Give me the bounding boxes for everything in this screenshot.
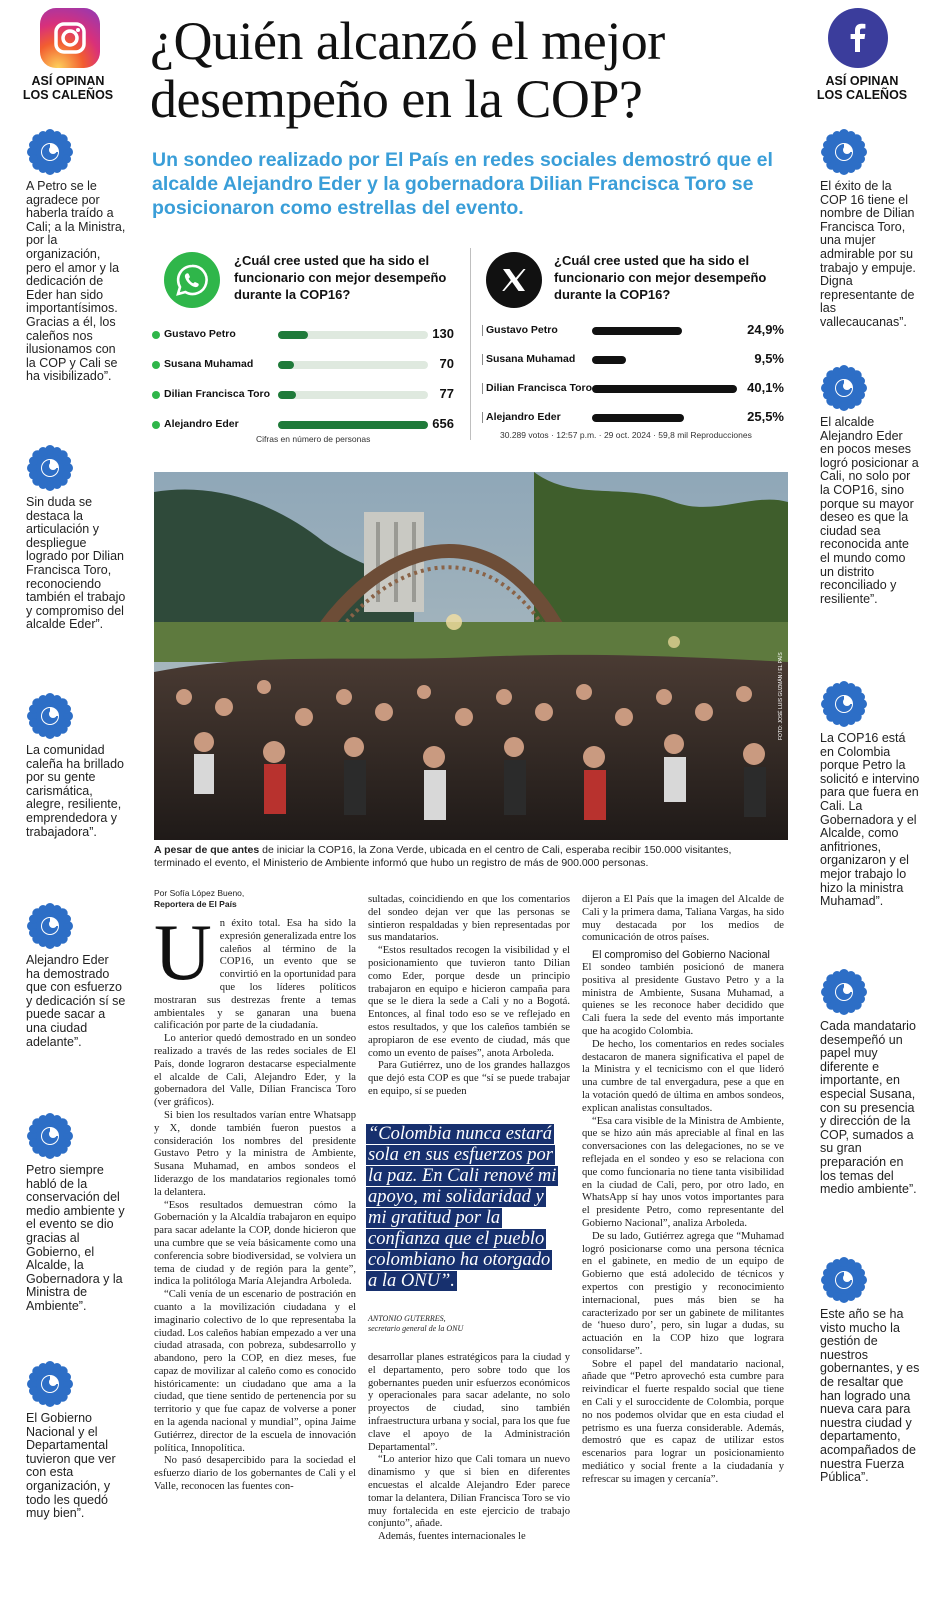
flower-icon xyxy=(26,1360,74,1408)
bar xyxy=(278,391,296,399)
page-title: ¿Quién alcanzó el mejor desempeño en la COP? xyxy=(150,11,665,129)
bar-track xyxy=(278,421,428,429)
bar-track xyxy=(592,385,737,393)
flower-icon xyxy=(26,444,74,492)
flower-icon xyxy=(26,1112,74,1160)
reader-quote: Petro siempre habló de la conservación del medio ambiente y el evento se dio gracias al Gobierno, el Alcalde, la Gobernadora y la Ministra de Ambiente”. xyxy=(26,1112,126,1314)
bar-value-label: 70 xyxy=(439,356,454,371)
poll-row xyxy=(478,322,788,340)
flower-icon xyxy=(820,128,868,176)
flower-icon xyxy=(26,692,74,740)
event-photo xyxy=(154,472,788,840)
bar-value-label: 130 xyxy=(432,326,454,341)
candidate-name: Gustavo Petro xyxy=(486,324,558,336)
article-column-1: U n éxito total. Esa ha sido la expresión generalizada entre los caleños al término de la COP16, un evento que se convirtió en la oportunidad para que los líderes políticos mostraran sus destrezas frente a temas ambientales y se ganaran una buena calificación por parte de la ciudadanía. Lo anterior quedó demostrado en un sondeo realizado a través de las redes sociales de El País, donde lograron destacarse especialmente el alcalde de Cali, Alejandro Eder, y la gobernadora del Valle, Dilian Francisca Toro (ver gráficos). Si bien los resultados varían entre Whatsapp y X, donde también fueron puestos a consideración los nombres del presidente Gustavo Petro y la ministra de Ambiente, Susana Muhamad, en ambos sondeos el liderazgo de los mandatarios regionales tomó la delantera. “Esos resultados demuestran cómo la Gobernación y la Alcaldía trabajaron en equipo para sacar adelante la COP, donde hicieron que una cumbre que se veía básicamente como una conferencia sobre biodiversidad, se volviera un tema de ciudad y de región para la gente”, indica la politóloga María Alejandra Arboleda. “Cali venía de un escenario de postración en cuanto a la movilización ciudadana y el imaginario colectivo de lo que representaba la ciudad. Los caleños habían empezado a ver una ciudad atrasada, con pobreza, subdesarrollo y abandono, pero la COP, en diez meses, fue capaz de movilizar al caleño como es conocido históricamente: un ciudadano que ama a la ciudad, que tiene sentido de pertenencia por su territorio y que fue capaz de volverse a poner en la agenda nacional y mundial”, opina Jaime Gutiérrez, director de la escuela de innovación política, Innopolítica. No pasó desapercibido para la sociedad el esfuerzo diario de los gobernantes de Cali y el Valle, reconocen las fuentes con- xyxy=(154,909,356,1493)
flower-icon xyxy=(26,902,74,950)
poll-note: Cifras en número de personas xyxy=(256,434,371,444)
poll-row xyxy=(150,386,466,404)
reader-quote: A Petro se le agradece por haberla traído a Cali; a la Ministra, por la organización, pero el amor y la dedicación de Eder han sido importantísimos. Gracias a él, los caleños nos ilusionamos con la COP y Cali se ha visibilizado”. xyxy=(26,128,126,384)
pull-quote-author: ANTONIO GUTERRES, secretario general de la ONU xyxy=(368,1314,464,1333)
poll-row xyxy=(150,356,466,374)
candidate-name: Susana Muhamad xyxy=(164,358,254,370)
right-sidebar xyxy=(812,0,932,1600)
bar-track xyxy=(592,327,737,335)
byline-author: Por Sofía López Bueno, xyxy=(154,888,245,898)
sidebar-title: ASÍ OPINAN LOS CALEÑOS xyxy=(22,74,114,102)
reader-quote: Este año se ha visto mucho la gestión de nuestros gobernantes, y es de resaltar que han logrado una nueva cara para nuestra ciudad y departamento, acompañados de nuestra Fuerza Pública”. xyxy=(820,1256,920,1485)
bar xyxy=(592,414,684,422)
poll-row xyxy=(478,351,788,369)
subheadline: Un sondeo realizado por El País en redes sociales demostró que el alcalde Alejandro Eder y la gobernadora Dilian Francisca Toro se posicionaron como estrellas del evento. xyxy=(152,149,773,219)
candidate-name: Gustavo Petro xyxy=(164,328,236,340)
reader-quote: El Gobierno Nacional y el Departamental tuvieron que ver con esta organización, y todo les quedó muy bien”. xyxy=(26,1360,126,1521)
candidate-name: Alejandro Eder xyxy=(486,411,561,423)
bar xyxy=(592,385,737,393)
bar xyxy=(278,331,308,339)
left-sidebar xyxy=(18,0,138,1600)
byline-role: Reportera de El País xyxy=(154,898,237,909)
poll-row xyxy=(150,326,466,344)
reader-quote: El éxito de la COP 16 tiene el nombre de Dilian Francisca Toro, una mujer admirable por su trabajo y empuje. Digna representante de las vallecaucanas”. xyxy=(820,128,920,330)
row-tick xyxy=(482,354,483,365)
flower-icon xyxy=(820,968,868,1016)
whatsapp-poll xyxy=(150,248,466,448)
bar-value-label: 24,9% xyxy=(747,322,784,337)
candidate-name: Dilian Francisca Toro xyxy=(486,382,592,394)
bar-track xyxy=(278,391,428,399)
x-poll xyxy=(478,248,788,448)
drop-cap: U xyxy=(154,909,212,997)
row-tick xyxy=(482,383,483,394)
poll-question: ¿Cuál cree usted que ha sido el funcionario con mejor desempeño durante la COP16? xyxy=(234,253,447,302)
reader-quote: La COP16 está en Colombia porque Petro la solicitó e intervino para que fuera en Cali. La Gobernadora y el Alcalde, como anfitriones, organizaron y el mejor trabajo lo hizo la ministra Muhamad”. xyxy=(820,680,920,909)
byline xyxy=(154,888,244,909)
flower-icon xyxy=(820,364,868,412)
facebook-icon xyxy=(828,8,888,68)
bullet-dot-icon xyxy=(152,421,160,429)
bar-value-label: 9,5% xyxy=(754,351,784,366)
bar-value-label: 77 xyxy=(439,386,454,401)
bar xyxy=(592,327,682,335)
article-column-3: dijeron a El País que la imagen del Alcalde de Cali y la primera dama, Taliana Vargas, ha sido muy destacada por los medios de comunicación de otros países. El compromiso del Gobierno Nacional El sondeo también posicionó de manera positiva al presidente Gustavo Petro y a la ministra de Ambiente, Susana Muhamad, a quienes se les reconoce haber decidido que Cali fuera la sede del evento más importante que ha acogido Colombia. De hecho, los comentarios en redes sociales destacaron de manera significativa el papel de la Ministra y el tecnicismo con el que lideró una cumbre de tal envergadura, pese a que en la votación quedó de última en ambos sondeos, explican analistas consultados. “Esa cara visible de la Ministra de Ambiente, que se hizo aún más apreciable al final en las conversaciones con las delegaciones, no se ve reflejada en el sondeo y eso se relaciona con que como funcionaria no tiene tanta visibilidad en la ciudad de Cali, pero, por otro lado, en WhatsApp sí hay unos votos importantes para el presidente Petro, como representante del Gobierno Nacional”, analiza Arboleda. De su lado, Gutiérrez agrega que “Muhamad logró posicionarse como una persona técnica en el gabinete, en medio de un equipo de Gobierno que está adolecido de técnicos y expertos con prestigio y reconocimiento internacional, pues más bien se ha caracterizado por ser un gabinete de militantes de ‘hueso duro’, pero, sin lugar a dudas, su actuación en la COP hizo que lograra consolidarse”. Sobre el papel del mandatario nacional, añade que “Petro aprovechó esta cumbre para reivindicar el fuerte respaldo social que tiene en Cali y el suroccidente de Colombia, porque no nos podemos olvidar que en esta ciudad el petrismo es una fuerza considerable. Además, demostró que es capaz de utilizar estos escenarios para lograr un posicionamiento mediático y social frente a la ciudadanía y refrescar su imagen y cercanía”. xyxy=(582,894,784,1485)
bullet-dot-icon xyxy=(152,391,160,399)
candidate-name: Dilian Francisca Toro xyxy=(164,388,270,400)
poll-row xyxy=(478,380,788,398)
reader-quote: Alejandro Eder ha demostrado que con esfuerzo y dedicación sí se puede sacar a una ciudad adelante”. xyxy=(26,902,126,1049)
reader-quote: El alcalde Alejandro Eder en pocos meses logró posicionar a Cali, no solo por la COP16, sino porque su mayor deseo es que la ciudad sea reconocida ante el mundo como un distrito reconciliado y resiliente”. xyxy=(820,364,920,606)
article-column-2: sultadas, coincidiendo en que los comentarios del sondeo dejan ver que las personas se sintieron respaldadas y bien representadas por sus mandatarios. “Estos resultados recogen la visibilidad y el posicionamiento que tuvieron tanto Dilian como Eder, porque desde un principio trabajaron en equipo e hicieron campaña para que se le diera la sede a Cali y no a Bogotá. Entonces, al final todo eso se ve reflejado en estos resultados, y que los caleños también se apropiaron de ese evento de ciudad, más que como un evento de países”, anota Arboleda. Para Gutiérrez, uno de los grandes hallazgos que dejó esta COP es que “sí se puede trabajar en equipo, sí se pueden xyxy=(368,894,570,1097)
reader-quote: Sin duda se destaca la articulación y despliegue logrado por Dilian Francisca Toro, reconociendo también el trabajo y compromiso del alcalde Eder”. xyxy=(26,444,126,632)
row-tick xyxy=(482,325,483,336)
flower-icon xyxy=(26,128,74,176)
bar-value-label: 25,5% xyxy=(747,409,784,424)
bar-value-label: 656 xyxy=(432,416,454,431)
bar-track xyxy=(278,361,428,369)
x-logo-icon xyxy=(486,252,542,308)
bar xyxy=(592,356,626,364)
pull-quote: “Colombia nunca estará sola en sus esfuerzos por la paz. En Cali renové mi apoyo, mi solidaridad y mi gratitud por la confianza que el pueblo colombiano ha otorgado a la ONU”. xyxy=(368,1124,557,1291)
sidebar-title: ASÍ OPINAN LOS CALEÑOS xyxy=(816,74,908,102)
bar xyxy=(278,421,428,429)
bar-value-label: 40,1% xyxy=(747,380,784,395)
bullet-dot-icon xyxy=(152,331,160,339)
poll-divider xyxy=(470,248,471,440)
article-column-2-continued: desarrollar planes estratégicos para la ciudad y el departamento, pero sobre todo que los gobernantes pueden unir esfuerzos económicos y operacionales para sacar adelante, no solo proyectos de ciudad, sino también infraestructura urbana y social, para los que fue clave el apoyo de la Administración Departamental”. “Lo anterior hizo que Cali tomara un nuevo dinamismo y que si bien en diferentes encuestas el alcalde Alejandro Eder parece tomar la delantera, Dilian Francisca Toro se vio muy fortalecida en este ejercicio de trabajo conjunto”, añade. Además, fuentes internacionales le xyxy=(368,1352,570,1543)
photo-caption: A pesar de que antes de iniciar la COP16, la Zona Verde, ubicada en el centro de Cali, esperaba recibir 150.000 visitantes, terminado el evento, el Ministerio de Ambiente informó que hubo un registro de más de 900.000 personas. xyxy=(154,844,732,869)
bar xyxy=(278,361,294,369)
reader-quote: Cada mandatario desempeñó un papel muy diferente e importante, en especial Susana, con su presencia y dirección de la COP, sumados a su gran preparación en los temas del medio ambiente”. xyxy=(820,968,920,1197)
bullet-dot-icon xyxy=(152,361,160,369)
section-heading: El compromiso del Gobierno Nacional xyxy=(592,949,770,962)
instagram-icon xyxy=(40,8,100,68)
candidate-name: Alejandro Eder xyxy=(164,418,239,430)
poll-row xyxy=(478,409,788,427)
flower-icon xyxy=(820,680,868,728)
bar-track xyxy=(592,356,737,364)
flower-icon xyxy=(820,1256,868,1304)
poll-row xyxy=(150,416,466,434)
bar-track xyxy=(592,414,737,422)
candidate-name: Susana Muhamad xyxy=(486,353,576,365)
photo-credit: FOTO: JOSÉ LUIS GUZMÁN / EL PAÍS xyxy=(778,652,784,740)
row-tick xyxy=(482,412,483,423)
poll-question: ¿Cuál cree usted que ha sido el funcionario con mejor desempeño durante la COP16? xyxy=(554,253,767,302)
bar-track xyxy=(278,331,428,339)
reader-quote: La comunidad caleña ha brillado por su gente carismática, alegre, resiliente, emprendedora y trabajadora”. xyxy=(26,692,126,839)
whatsapp-icon xyxy=(164,252,220,308)
poll-note: 30.289 votos · 12:57 p.m. · 29 oct. 2024 · 59,8 mil Reproducciones xyxy=(500,430,752,440)
